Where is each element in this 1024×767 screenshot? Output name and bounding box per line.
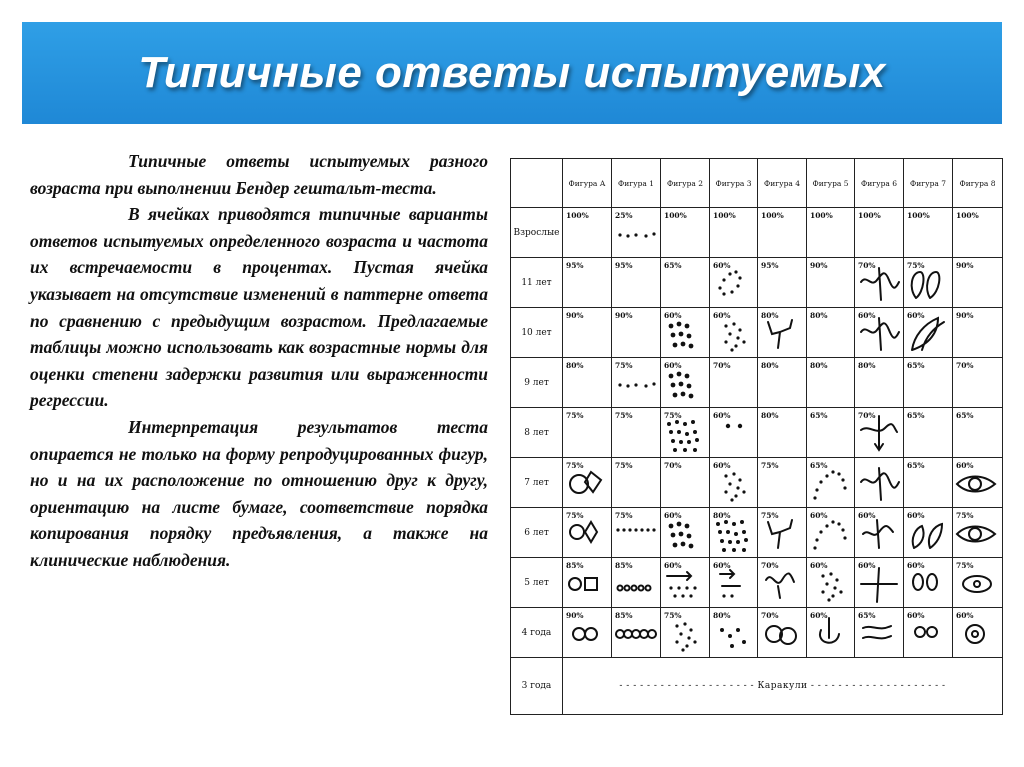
table-cell: [563, 608, 612, 658]
frequency-percent: 80%: [566, 361, 584, 370]
frequency-percent: 80%: [761, 411, 779, 420]
figure-sketch-icon: [807, 608, 855, 656]
table-cell: [953, 308, 1003, 358]
frequency-percent: 75%: [956, 561, 974, 570]
frequency-percent: 75%: [566, 411, 584, 420]
table-cell: [563, 458, 612, 508]
frequency-percent: 60%: [810, 511, 828, 520]
frequency-percent: 75%: [664, 611, 682, 620]
figure-sketch-icon: [710, 508, 758, 556]
frequency-percent: 65%: [907, 461, 925, 470]
figure-sketch-icon: [904, 558, 952, 606]
frequency-percent: 60%: [664, 361, 682, 370]
frequency-percent: 80%: [713, 511, 731, 520]
table-cell: [710, 408, 758, 458]
paragraph-interpretation: Интерпретация результатов теста опирается не только на форму репродуцированных фигур, но и на их расположение по отношению друг к другу, ориентацию на листе бумаге, соответствие порядка копирования порядку предъявления, а также на клинические наблюдения.: [30, 416, 488, 570]
frequency-percent: 65%: [956, 411, 974, 420]
table-cell: [855, 308, 904, 358]
frequency-percent: 100%: [761, 211, 784, 220]
figure-sketch-icon: [612, 508, 660, 556]
frequency-percent: 65%: [907, 361, 925, 370]
figure-sketch-icon: [661, 508, 709, 556]
scribbles-label: Каракули: [757, 681, 808, 691]
frequency-percent: 60%: [956, 611, 974, 620]
table-cell: [904, 458, 953, 508]
figure-sketch-icon: [661, 308, 709, 356]
frequency-percent: 65%: [907, 411, 925, 420]
figure-sketch-icon: [612, 558, 660, 606]
frequency-percent: 85%: [615, 561, 633, 570]
frequency-percent: 80%: [810, 361, 828, 370]
table-row: [511, 458, 1003, 508]
figure-sketch-icon: [953, 458, 1001, 506]
age-label: 5 лет: [511, 558, 563, 608]
figure-sketch-icon: [612, 358, 660, 406]
table-cell: [661, 608, 710, 658]
frequency-percent: 75%: [566, 511, 584, 520]
figure-sketch-icon: [855, 608, 903, 656]
frequency-percent: 65%: [810, 461, 828, 470]
table-cell: [758, 408, 807, 458]
table-cell: [710, 308, 758, 358]
table-cell: [807, 458, 855, 508]
table-cell: [758, 208, 807, 258]
frequency-percent: 100%: [566, 211, 589, 220]
corner-cell: [511, 159, 563, 208]
frequency-percent: 95%: [615, 261, 633, 270]
frequency-percent: 75%: [956, 511, 974, 520]
table-cell: [953, 558, 1003, 608]
frequency-percent: 100%: [810, 211, 833, 220]
frequency-percent: 100%: [664, 211, 687, 220]
table-cell: [855, 508, 904, 558]
table-cell: [563, 408, 612, 458]
table-cell: [758, 458, 807, 508]
frequency-percent: 60%: [713, 411, 731, 420]
frequency-percent: 75%: [615, 361, 633, 370]
frequency-percent: 75%: [615, 511, 633, 520]
paragraph-cells: В ячейках приводятся типичные варианты ответов испытуемых определенного возраста и частота их встречаемости в процентах. Пустая ячейка указывает на отсутствие изменений в паттерне ответа по сравнению с предыдущим возрастом. Предлагаемые таблицы можно использовать как возрастные нормы для оценки степени задержки развития или выраженности регрессии.: [30, 204, 488, 411]
frequency-percent: 75%: [761, 511, 779, 520]
table-cell: [563, 508, 612, 558]
age-label: 10 лет: [511, 308, 563, 358]
figure-sketch-icon: [710, 408, 758, 456]
table-row: [511, 608, 1003, 658]
column-header: Фигура 8: [953, 159, 1003, 208]
frequency-percent: 60%: [907, 311, 925, 320]
table-cell: [710, 608, 758, 658]
table-cell: [807, 358, 855, 408]
table-cell: [661, 408, 710, 458]
table-cell: [758, 308, 807, 358]
table-cell: [563, 258, 612, 308]
frequency-percent: 90%: [566, 311, 584, 320]
frequency-percent: 60%: [713, 561, 731, 570]
table-cell: [807, 308, 855, 358]
header-row: [511, 159, 1003, 208]
table-cell: [563, 208, 612, 258]
figure-sketch-icon: [661, 608, 709, 656]
frequency-percent: 60%: [810, 561, 828, 570]
figure-sketch-icon: [612, 208, 660, 256]
frequency-percent: 75%: [907, 261, 925, 270]
table-cell: [855, 608, 904, 658]
table-row: [511, 558, 1003, 608]
frequency-percent: 60%: [713, 261, 731, 270]
table-cell: [904, 308, 953, 358]
frequency-percent: 75%: [664, 411, 682, 420]
table-row: [511, 308, 1003, 358]
table-cell: [953, 408, 1003, 458]
table-cell: [904, 258, 953, 308]
table-row: [511, 258, 1003, 308]
frequency-percent: 60%: [907, 511, 925, 520]
table-cell: [807, 258, 855, 308]
frequency-percent: 95%: [566, 261, 584, 270]
table-cell: [758, 358, 807, 408]
frequency-percent: 100%: [713, 211, 736, 220]
table-cell: [855, 458, 904, 508]
column-header: Фигура 6: [855, 159, 904, 208]
age-label: 11 лет: [511, 258, 563, 308]
figure-sketch-icon: [953, 508, 1001, 556]
figure-sketch-icon: [758, 508, 806, 556]
dash-left: - - - - - - - - - - - - - - - - - - - -: [619, 681, 758, 691]
frequency-percent: 70%: [664, 461, 682, 470]
frequency-percent: 95%: [761, 261, 779, 270]
table-cell: [661, 458, 710, 508]
slide-title: Типичные ответы испытуемых: [138, 48, 886, 97]
figure-sketch-icon: [953, 608, 1001, 656]
figure-sketch-icon: [710, 308, 758, 356]
age-label: 8 лет: [511, 408, 563, 458]
table-cell: [953, 458, 1003, 508]
table-cell: [710, 258, 758, 308]
title-bar: [22, 22, 1002, 124]
frequency-percent: 70%: [761, 611, 779, 620]
table-cell: [904, 508, 953, 558]
frequency-percent: 60%: [858, 511, 876, 520]
table-cell: [661, 558, 710, 608]
column-header: Фигура 5: [807, 159, 855, 208]
figure-sketch-icon: [563, 458, 611, 506]
figure-sketch-icon: [661, 558, 709, 606]
frequency-percent: 80%: [858, 361, 876, 370]
frequency-percent: 70%: [761, 561, 779, 570]
frequency-percent: 65%: [810, 411, 828, 420]
table-cell: [807, 408, 855, 458]
frequency-percent: 60%: [664, 511, 682, 520]
table-cell: [807, 608, 855, 658]
figure-sketch-icon: [758, 608, 806, 656]
figure-sketch-icon: [710, 608, 758, 656]
frequency-percent: 100%: [907, 211, 930, 220]
table-cell: [612, 458, 661, 508]
age-label: 4 года: [511, 608, 563, 658]
table-cell: [661, 258, 710, 308]
table-cell: [758, 508, 807, 558]
table-cell: [710, 458, 758, 508]
frequency-percent: 25%: [615, 211, 633, 220]
column-header: Фигура 2: [661, 159, 710, 208]
description-text: [30, 148, 488, 574]
figure-sketch-icon: [855, 458, 903, 506]
table-cell: [758, 608, 807, 658]
table-row: [511, 358, 1003, 408]
bender-table: [510, 158, 1002, 716]
table-cell: [612, 358, 661, 408]
frequency-percent: 70%: [858, 411, 876, 420]
table-cell: [710, 508, 758, 558]
table-cell: [807, 208, 855, 258]
figure-sketch-icon: [807, 558, 855, 606]
figure-sketch-icon: [612, 608, 660, 656]
frequency-percent: 85%: [566, 561, 584, 570]
frequency-percent: 70%: [713, 361, 731, 370]
table-cell: [661, 358, 710, 408]
figure-sketch-icon: [661, 408, 709, 456]
figure-sketch-icon: [855, 258, 903, 306]
table-cell: [953, 608, 1003, 658]
frequency-percent: 85%: [615, 611, 633, 620]
figure-sketch-icon: [758, 308, 806, 356]
table-cell: [904, 558, 953, 608]
frequency-percent: 100%: [956, 211, 979, 220]
table-cell: [904, 408, 953, 458]
table-cell: [612, 508, 661, 558]
frequency-percent: 60%: [907, 611, 925, 620]
frequency-percent: 60%: [713, 311, 731, 320]
table-cell: [855, 208, 904, 258]
table-cell: [855, 558, 904, 608]
table-cell: [953, 208, 1003, 258]
figure-sketch-icon: [904, 508, 952, 556]
age-label: Взрослые: [511, 208, 563, 258]
figure-sketch-icon: [807, 508, 855, 556]
table-cell: [953, 358, 1003, 408]
table-row-scribbles: [511, 658, 1003, 715]
table-cell: [855, 358, 904, 408]
frequency-percent: 60%: [664, 561, 682, 570]
figure-sketch-icon: [710, 458, 758, 506]
table-cell: [612, 308, 661, 358]
figure-sketch-icon: [855, 558, 903, 606]
figure-sketch-icon: [904, 258, 952, 306]
table-cell: [563, 558, 612, 608]
figure-sketch-icon: [563, 508, 611, 556]
frequency-percent: 90%: [956, 261, 974, 270]
figure-sketch-icon: [758, 558, 806, 606]
table-cell: [953, 508, 1003, 558]
frequency-percent: 75%: [566, 461, 584, 470]
table-cell: [953, 258, 1003, 308]
column-header: Фигура 4: [758, 159, 807, 208]
figure-sketch-icon: [904, 308, 952, 356]
table-cell: [855, 258, 904, 308]
figure-sketch-icon: [855, 308, 903, 356]
table-cell: [563, 358, 612, 408]
paragraph-intro: Типичные ответы испытуемых разного возраста при выполнении Бендер гештальт-теста.: [30, 151, 488, 198]
table-cell: [855, 408, 904, 458]
figure-sketch-icon: [661, 358, 709, 406]
table-cell: [710, 358, 758, 408]
figure-sketch-icon: [904, 608, 952, 656]
figure-sketch-icon: [855, 408, 903, 456]
dash-right: - - - - - - - - - - - - - - - - - - - -: [807, 681, 946, 691]
table-cell: [612, 608, 661, 658]
table-cell: [904, 358, 953, 408]
age-norms-table: [510, 158, 1003, 715]
table-cell: [563, 308, 612, 358]
column-header: Фигура 7: [904, 159, 953, 208]
table-row: [511, 208, 1003, 258]
table-cell: [661, 208, 710, 258]
frequency-percent: 80%: [761, 361, 779, 370]
table-cell: [661, 508, 710, 558]
figure-sketch-icon: [953, 558, 1001, 606]
table-cell: [758, 258, 807, 308]
frequency-percent: 60%: [907, 561, 925, 570]
frequency-percent: 90%: [566, 611, 584, 620]
table-cell: [612, 558, 661, 608]
frequency-percent: 70%: [956, 361, 974, 370]
frequency-percent: 60%: [858, 561, 876, 570]
column-header: Фигура 3: [710, 159, 758, 208]
frequency-percent: 60%: [810, 611, 828, 620]
table-cell: [661, 308, 710, 358]
frequency-percent: 100%: [858, 211, 881, 220]
table-cell: [612, 258, 661, 308]
frequency-percent: 90%: [615, 311, 633, 320]
table-cell: [612, 408, 661, 458]
age-label: 9 лет: [511, 358, 563, 408]
frequency-percent: 75%: [615, 411, 633, 420]
frequency-percent: 90%: [810, 261, 828, 270]
table-cell: [710, 208, 758, 258]
age-label: 6 лет: [511, 508, 563, 558]
table-row: [511, 408, 1003, 458]
figure-sketch-icon: [855, 508, 903, 556]
table-cell: [710, 558, 758, 608]
frequency-percent: 80%: [713, 611, 731, 620]
frequency-percent: 65%: [858, 611, 876, 620]
frequency-percent: 80%: [810, 311, 828, 320]
figure-sketch-icon: [563, 558, 611, 606]
frequency-percent: 80%: [761, 311, 779, 320]
frequency-percent: 60%: [956, 461, 974, 470]
figure-sketch-icon: [710, 558, 758, 606]
scribbles-cell: [563, 658, 1003, 715]
figure-sketch-icon: [807, 458, 855, 506]
column-header: Фигура 1: [612, 159, 661, 208]
figure-sketch-icon: [563, 608, 611, 656]
column-header: Фигура А: [563, 159, 612, 208]
table-cell: [612, 208, 661, 258]
frequency-percent: 60%: [858, 311, 876, 320]
frequency-percent: 90%: [956, 311, 974, 320]
frequency-percent: 60%: [713, 461, 731, 470]
age-label: 7 лет: [511, 458, 563, 508]
frequency-percent: 75%: [615, 461, 633, 470]
figure-sketch-icon: [710, 258, 758, 306]
table-cell: [807, 558, 855, 608]
frequency-percent: 70%: [858, 261, 876, 270]
age-label: 3 года: [511, 658, 563, 715]
table-cell: [904, 608, 953, 658]
frequency-percent: 65%: [664, 261, 682, 270]
table-cell: [904, 208, 953, 258]
table-cell: [758, 558, 807, 608]
table-row: [511, 508, 1003, 558]
table-cell: [807, 508, 855, 558]
frequency-percent: 60%: [664, 311, 682, 320]
frequency-percent: 75%: [761, 461, 779, 470]
